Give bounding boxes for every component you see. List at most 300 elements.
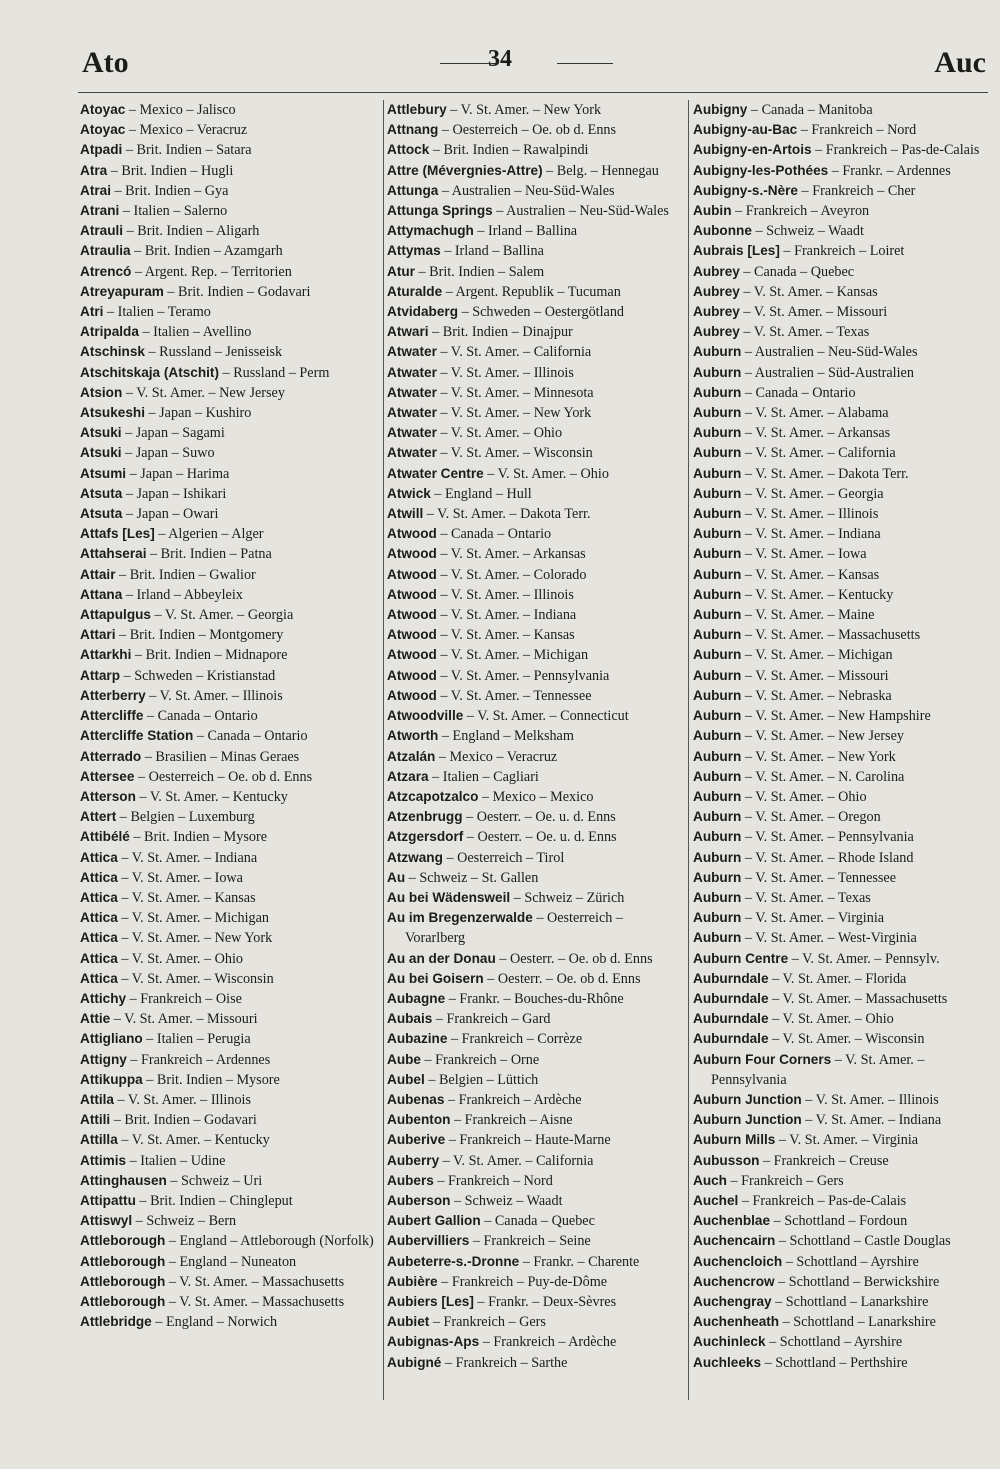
gazetteer-entry xyxy=(693,120,993,140)
place-location: – Brit. Indien – Chingleput xyxy=(135,1192,293,1209)
place-name: Attleborough xyxy=(80,1273,166,1289)
gazetteer-entry xyxy=(693,605,993,625)
place-location: – V. St. Amer. – Massachusetts xyxy=(741,627,921,644)
place-name: Atworth xyxy=(387,728,439,744)
place-name: Atsuta xyxy=(80,485,123,501)
place-name: Auburn xyxy=(693,647,742,663)
place-location: – V. St. Amer. – New York xyxy=(436,405,592,422)
gazetteer-entry xyxy=(387,1211,683,1231)
place-location: – Frankr. – Deux-Sèvres xyxy=(473,1293,617,1310)
place-name: Atraulia xyxy=(80,243,131,259)
place-name: Attarp xyxy=(80,667,121,683)
place-location: – Frankreich – Aisne xyxy=(450,1112,573,1129)
gazetteer-entry xyxy=(80,585,380,605)
gazetteer-entry xyxy=(387,100,683,120)
place-name: Attica xyxy=(80,930,118,946)
place-location: – Oesterreich – Tirol xyxy=(442,849,565,866)
place-name: Atwood xyxy=(387,546,437,562)
place-location: – Brit. Indien – Hugli xyxy=(107,162,234,179)
place-name: Auburn xyxy=(693,930,742,946)
place-name: Auburn xyxy=(693,384,742,400)
gazetteer-entry xyxy=(693,524,993,544)
place-location: – Schottland – Lanarkshire xyxy=(771,1293,929,1310)
place-location: – Japan – Suwo xyxy=(121,445,215,462)
gazetteer-entry xyxy=(387,1353,683,1373)
place-location: – Japan – Ishikari xyxy=(122,485,227,502)
place-location: – Irland – Ballina xyxy=(440,243,544,260)
place-location: – V. St. Amer. – Illinois xyxy=(436,364,574,381)
place-name: Atzwang xyxy=(387,849,443,865)
column-divider xyxy=(688,100,689,1400)
gazetteer-entry xyxy=(80,726,380,746)
place-name: Aubigny-s.-Nère xyxy=(693,182,798,198)
place-location: – Russland – Jenisseisk xyxy=(144,344,283,361)
place-name: Atsuta xyxy=(80,506,123,522)
gazetteer-entry xyxy=(387,120,683,140)
place-location: – V. St. Amer. – New Hampshire xyxy=(741,708,931,725)
place-name: Attercliffe Station xyxy=(80,728,194,744)
place-name: Aubervilliers xyxy=(387,1233,470,1249)
place-location: – V. St. Amer. – Connecticut xyxy=(463,708,629,725)
gazetteer-entry xyxy=(693,161,993,181)
place-location: – Brit. Indien – Aligarh xyxy=(123,223,260,240)
column-3 xyxy=(693,100,993,1400)
gazetteer-entry xyxy=(693,1090,993,1110)
gazetteer-entry xyxy=(693,827,993,847)
gazetteer-entry xyxy=(80,827,380,847)
place-name: Atpadi xyxy=(80,142,123,158)
place-location: – V. St. Amer. – Iowa xyxy=(741,546,867,563)
place-location: – Schweiz – St. Gallen xyxy=(405,869,539,886)
place-location: – V. St. Amer. – Indiana xyxy=(741,526,881,543)
place-location: – V. St. Amer. – Illinois xyxy=(145,687,283,704)
gazetteer-entry xyxy=(80,221,380,241)
gazetteer-entry xyxy=(387,1312,683,1332)
running-head-left: Ato xyxy=(82,46,129,79)
gazetteer-entry xyxy=(693,342,993,362)
place-location: – Brit. Indien – Salem xyxy=(414,263,545,280)
gazetteer-entry xyxy=(80,787,380,807)
gazetteer-entry xyxy=(80,423,380,443)
gazetteer-entry xyxy=(693,322,993,342)
place-name: Attahserai xyxy=(80,546,147,562)
place-name: Aubiet xyxy=(387,1314,430,1330)
place-location: – Frankreich – Aveyron xyxy=(731,203,870,220)
gazetteer-entry xyxy=(693,1050,993,1090)
place-location: – V. St. Amer. – Dakota Terr. xyxy=(741,465,909,482)
place-name: Aubière xyxy=(387,1273,438,1289)
place-name: Atschitskaja (Atschit) xyxy=(80,364,219,380)
place-name: Atwood xyxy=(387,526,437,542)
place-name: Atzgersdorf xyxy=(387,829,464,845)
place-location: – Canada – Manitoba xyxy=(747,102,873,118)
place-name: Atvidaberg xyxy=(387,304,459,320)
place-name: Auch xyxy=(693,1172,727,1188)
place-location: – Belgien – Lüttich xyxy=(424,1071,539,1088)
place-location: – Frankreich – Nord xyxy=(433,1172,553,1189)
place-location: – Brasilien – Minas Geraes xyxy=(141,748,300,765)
gazetteer-entry xyxy=(693,868,993,888)
gazetteer-entry xyxy=(387,504,683,524)
gazetteer-entry xyxy=(693,686,993,706)
gazetteer-entry xyxy=(387,1231,683,1251)
place-location: – Frankreich – Sarthe xyxy=(441,1354,568,1371)
place-location: – England – Nuneaton xyxy=(165,1253,297,1270)
place-name: Attari xyxy=(80,627,116,643)
place-name: Attair xyxy=(80,566,116,582)
gazetteer-entry xyxy=(693,585,993,605)
place-name: Aubigny-en-Artois xyxy=(693,142,812,158)
column-divider xyxy=(383,100,384,1400)
gazetteer-entry xyxy=(693,787,993,807)
place-location: – Mexico – Veracruz xyxy=(125,122,248,139)
place-location: – V. St. Amer. – Texas xyxy=(739,324,870,341)
place-location: – Canada – Ontario xyxy=(436,526,552,543)
place-location: – Argent. Rep. – Territorien xyxy=(131,263,292,280)
gazetteer-entry xyxy=(387,848,683,868)
place-location: – Mexico – Mexico xyxy=(478,788,594,805)
place-name: Auburn xyxy=(693,344,742,360)
place-name: Au bei Goisern xyxy=(387,970,484,986)
gazetteer-entry xyxy=(80,686,380,706)
gazetteer-entry xyxy=(693,969,993,989)
gazetteer-entry xyxy=(693,1110,993,1130)
gazetteer-entry xyxy=(693,241,993,261)
place-location: – Russland – Perm xyxy=(219,364,330,381)
place-name: Auburn xyxy=(693,788,742,804)
gazetteer-entry xyxy=(80,120,380,140)
gazetteer-entry xyxy=(80,262,380,282)
place-location: – Frankreich – Nord xyxy=(797,122,917,139)
place-location: – Frankreich – Gard xyxy=(432,1011,551,1028)
place-name: Attarkhi xyxy=(80,647,132,663)
place-location: – V. St. Amer. – Indiana xyxy=(801,1112,942,1129)
place-location: – Japan – Sagami xyxy=(121,425,225,442)
place-name: Atripalda xyxy=(80,324,139,340)
gazetteer-entry xyxy=(80,161,380,181)
place-name: Attica xyxy=(80,910,118,926)
place-location: – Frankreich – Gers xyxy=(726,1172,844,1189)
place-name: Attymas xyxy=(387,243,441,259)
place-location: – V. St. Amer. – Wisconsin xyxy=(768,1031,925,1048)
place-location: – Frankreich – Ardennes xyxy=(126,1051,271,1068)
place-name: Attigliano xyxy=(80,1031,143,1047)
place-location: – Brit. Indien – Midnapore xyxy=(131,647,288,664)
place-name: Atwill xyxy=(387,506,424,522)
place-location: – Brit. Indien – Godavari xyxy=(110,1112,257,1129)
place-name: Attock xyxy=(387,142,430,158)
gazetteer-entry xyxy=(693,767,993,787)
place-location: – V. St. Amer. – Illinois xyxy=(113,1091,252,1108)
gazetteer-entry xyxy=(387,1009,683,1029)
place-location: – Belg. – Hennegau xyxy=(542,162,659,179)
place-name: Attilla xyxy=(80,1132,118,1148)
gazetteer-entry xyxy=(387,868,683,888)
gazetteer-entry xyxy=(387,827,683,847)
gazetteer-entry xyxy=(80,1009,380,1029)
place-location: – V. St. Amer. – Michigan xyxy=(117,910,269,927)
place-location: – V. St. Amer. – Kansas xyxy=(436,627,575,644)
gazetteer-entry xyxy=(693,1029,993,1049)
place-location: – V. St. Amer. – New Jersey xyxy=(122,384,285,401)
place-name: Aubrais [Les] xyxy=(693,243,780,259)
place-name: Attikuppa xyxy=(80,1071,143,1087)
place-location: – V. St. Amer. – Florida xyxy=(768,970,907,987)
gazetteer-entry xyxy=(693,383,993,403)
place-name: Aubiers [Les] xyxy=(387,1293,474,1309)
gazetteer-entry xyxy=(387,221,683,241)
place-name: Auburn xyxy=(693,526,742,542)
place-location: – V. St. Amer. – Pennsylvania xyxy=(741,829,914,846)
place-location: – Frankreich – Pas-de-Calais xyxy=(811,142,980,159)
place-location: – V. St. Amer. – Virginia xyxy=(741,910,885,927)
place-name: Attleborough xyxy=(80,1293,166,1309)
gazetteer-entry xyxy=(80,342,380,362)
gazetteer-entry xyxy=(387,747,683,767)
place-location: – Brit. Indien – Mysore xyxy=(129,829,267,846)
place-location: – V. St. Amer. – Kansas xyxy=(117,889,256,906)
place-name: Atur xyxy=(387,263,415,279)
place-name: Atsukeshi xyxy=(80,405,145,421)
place-location: – V. St. Amer. – Ohio xyxy=(117,950,243,967)
gazetteer-entry xyxy=(387,484,683,504)
place-name: Auburn xyxy=(693,445,742,461)
place-name: Auburn xyxy=(693,849,742,865)
gazetteer-entry xyxy=(693,726,993,746)
gazetteer-entry xyxy=(693,403,993,423)
place-name: Attie xyxy=(80,1011,111,1027)
place-location: – V. St. Amer. – Ohio xyxy=(741,788,867,805)
place-location: – England – Melksham xyxy=(438,728,574,745)
place-location: – V. St. Amer. – California xyxy=(439,1152,594,1169)
place-location: – Brit. Indien – Satara xyxy=(122,142,252,159)
place-location: – V. St. Amer. – California xyxy=(741,445,896,462)
gazetteer-entry xyxy=(387,423,683,443)
place-name: Atschinsk xyxy=(80,344,145,360)
gazetteer-entry xyxy=(693,989,993,1009)
gazetteer-entry xyxy=(693,1312,993,1332)
gazetteer-entry xyxy=(693,1151,993,1171)
place-name: Attichy xyxy=(80,990,127,1006)
gazetteer-entry xyxy=(693,1292,993,1312)
place-location: – Frankreich – Haute-Marne xyxy=(445,1132,611,1149)
gazetteer-entry xyxy=(80,949,380,969)
place-name: Aturalde xyxy=(387,283,443,299)
place-name: Atwood xyxy=(387,687,437,703)
place-location: – V. St. Amer. – Pennsylv. xyxy=(788,950,940,967)
place-location: – Schweiz – Zürich xyxy=(510,889,625,906)
place-name: Atwood xyxy=(387,607,437,623)
gazetteer-entry xyxy=(693,181,993,201)
place-location: – Brit. Indien – Dinajpur xyxy=(428,324,573,341)
place-location: – V. St. Amer. – New York xyxy=(446,102,602,118)
gazetteer-entry xyxy=(80,1171,380,1191)
gazetteer-entry xyxy=(80,484,380,504)
place-name: Attersee xyxy=(80,768,135,784)
place-name: Attleborough xyxy=(80,1253,166,1269)
place-location: – Canada – Ontario xyxy=(741,384,856,401)
place-location: – Italien – Teramo xyxy=(103,304,211,321)
place-name: Atrencó xyxy=(80,263,132,279)
gazetteer-entry xyxy=(80,666,380,686)
place-location: – Oesterr. – Oe. ob d. Enns xyxy=(483,970,641,987)
place-name: Attapulgus xyxy=(80,607,151,623)
place-name: Auburndale xyxy=(693,1031,769,1047)
place-location: – Canada – Ontario xyxy=(193,728,308,745)
gazetteer-entry xyxy=(80,1151,380,1171)
place-location: – Brit. Indien – Rawalpindi xyxy=(429,142,589,159)
place-name: Atwater xyxy=(387,384,437,400)
gazetteer-entry xyxy=(80,605,380,625)
place-name: Auburn Four Corners xyxy=(693,1051,832,1067)
gazetteer-entry xyxy=(80,383,380,403)
place-location: – V. St. Amer. – Illinois xyxy=(741,506,879,523)
place-location: – Australien – Neu-Süd-Wales xyxy=(741,344,918,361)
gazetteer-entry xyxy=(693,221,993,241)
place-name: Attila xyxy=(80,1091,114,1107)
place-name: Auburn xyxy=(693,506,742,522)
place-location: – V. St. Amer. – Rhode Island xyxy=(741,849,914,866)
place-name: Aubigny-au-Bac xyxy=(693,122,798,138)
gazetteer-entry xyxy=(693,1231,993,1251)
place-location: – Australien – Neu-Süd-Wales xyxy=(492,203,669,220)
gazetteer-entry xyxy=(387,403,683,423)
place-location: – Schottland – Fordoun xyxy=(770,1213,908,1230)
gazetteer-entry xyxy=(387,585,683,605)
gazetteer-entry xyxy=(387,181,683,201)
place-location: – Brit. Indien – Azamgarh xyxy=(130,243,283,260)
place-location: – V. St. Amer. – Wisconsin xyxy=(436,445,593,462)
gazetteer-entry xyxy=(387,1292,683,1312)
place-name: Auburn xyxy=(693,627,742,643)
place-name: Attre (Mévergnies-Attre) xyxy=(387,162,543,178)
place-location: – Belgien – Luxemburg xyxy=(116,809,255,826)
place-location: – V. St. Amer. – Illinois xyxy=(436,586,574,603)
gazetteer-entry xyxy=(693,1130,993,1150)
place-location: – Italien – Perugia xyxy=(142,1031,251,1048)
place-location: – V. St. Amer. – Georgia xyxy=(150,607,294,624)
place-location: – Oesterr. – Oe. u. d. Enns xyxy=(463,829,617,846)
place-name: Atrauli xyxy=(80,223,124,239)
gazetteer-entry xyxy=(387,1090,683,1110)
gazetteer-entry xyxy=(80,1252,380,1272)
gazetteer-entry xyxy=(693,464,993,484)
place-location: – Frankreich – Ardèche xyxy=(444,1091,582,1108)
place-name: Atterrado xyxy=(80,748,142,764)
place-name: Auchencrow xyxy=(693,1273,775,1289)
place-name: Attlebury xyxy=(387,102,447,117)
place-name: Attica xyxy=(80,869,118,885)
gazetteer-entry xyxy=(80,443,380,463)
gazetteer-entry xyxy=(80,464,380,484)
gazetteer-entry xyxy=(387,322,683,342)
place-location: – Irland – Abbeyleix xyxy=(122,586,243,603)
place-name: Attili xyxy=(80,1112,111,1128)
place-location: – V. St. Amer. – West-Virginia xyxy=(741,930,917,947)
gazetteer-entry xyxy=(80,302,380,322)
place-name: Atwood xyxy=(387,627,437,643)
place-name: Atzcapotzalco xyxy=(387,788,479,804)
place-name: Auburn xyxy=(693,829,742,845)
place-location: – Australien – Neu-Süd-Wales xyxy=(438,182,615,199)
place-location: – Schottland – Ayrshire xyxy=(765,1334,903,1351)
gazetteer-entry xyxy=(693,666,993,686)
place-name: Aubusson xyxy=(693,1152,760,1168)
gazetteer-entry xyxy=(80,928,380,948)
gazetteer-entry xyxy=(693,888,993,908)
place-name: Auburn xyxy=(693,687,742,703)
place-name: Attibélé xyxy=(80,829,130,845)
gazetteer-entry xyxy=(387,544,683,564)
gazetteer-entry xyxy=(693,363,993,383)
place-name: Auburn xyxy=(693,869,742,885)
place-name: Attinghausen xyxy=(80,1172,167,1188)
place-location: – Frankr. – Charente xyxy=(519,1253,640,1270)
place-name: Auburndale xyxy=(693,970,769,986)
gazetteer-entry xyxy=(80,868,380,888)
gazetteer-entry xyxy=(387,1110,683,1130)
place-location: – Italien – Avellino xyxy=(138,324,252,341)
place-location: – Japan – Owari xyxy=(122,506,219,523)
place-name: Atwater Centre xyxy=(387,465,484,481)
place-name: Auburn xyxy=(693,586,742,602)
place-name: Auburn xyxy=(693,566,742,582)
gazetteer-entry xyxy=(387,262,683,282)
place-name: Atwoodville xyxy=(387,708,464,724)
place-name: Auburn xyxy=(693,748,742,764)
gazetteer-entry xyxy=(693,1171,993,1191)
place-location: – V. St. Amer. – Massachusetts xyxy=(165,1273,345,1290)
gazetteer-entry xyxy=(80,888,380,908)
place-name: Attunga xyxy=(387,182,439,198)
place-location: – Brit. Indien – Gwalior xyxy=(115,566,256,583)
place-location: – V. St. Amer. – Kentucky xyxy=(117,1132,270,1149)
place-name: Au an der Donau xyxy=(387,950,496,966)
place-name: Atwater xyxy=(387,445,437,461)
place-name: Aubenas xyxy=(387,1091,445,1107)
gazetteer-entry xyxy=(387,888,683,908)
place-name: Atsuki xyxy=(80,445,122,461)
place-name: Attiswyl xyxy=(80,1213,133,1229)
gazetteer-entry xyxy=(387,1272,683,1292)
gazetteer-entry xyxy=(387,565,683,585)
gazetteer-entry xyxy=(693,484,993,504)
place-location: – V. St. Amer. – New York xyxy=(117,930,273,947)
place-location: – Schweiz – Waadt xyxy=(751,223,864,240)
place-name: Atra xyxy=(80,162,108,178)
place-location: – Frankreich – Oise xyxy=(126,990,242,1007)
place-location: – V. St. Amer. – Illinois xyxy=(801,1091,939,1108)
gazetteer-entry xyxy=(80,403,380,423)
place-name: Aubigny xyxy=(693,102,748,117)
header-rule xyxy=(78,92,988,93)
place-name: Atoyac xyxy=(80,102,126,117)
gazetteer-entry xyxy=(693,1009,993,1029)
gazetteer-entry xyxy=(693,848,993,868)
place-location: – V. St. Amer. – Nebraska xyxy=(741,687,892,704)
place-location: – V. St. Amer. – Indiana xyxy=(117,849,258,866)
place-name: Atwater xyxy=(387,425,437,441)
place-name: Au bei Wädensweil xyxy=(387,889,511,905)
place-location: – Schweiz – Waadt xyxy=(450,1192,563,1209)
gazetteer-entry xyxy=(387,1171,683,1191)
gazetteer-entry xyxy=(80,1191,380,1211)
gazetteer-entry xyxy=(387,787,683,807)
gazetteer-entry xyxy=(387,807,683,827)
place-location: – V. St. Amer. – Arkansas xyxy=(741,425,891,442)
place-location: – V. St. Amer. – Ohio xyxy=(768,1011,894,1028)
place-name: Attleborough xyxy=(80,1233,166,1249)
